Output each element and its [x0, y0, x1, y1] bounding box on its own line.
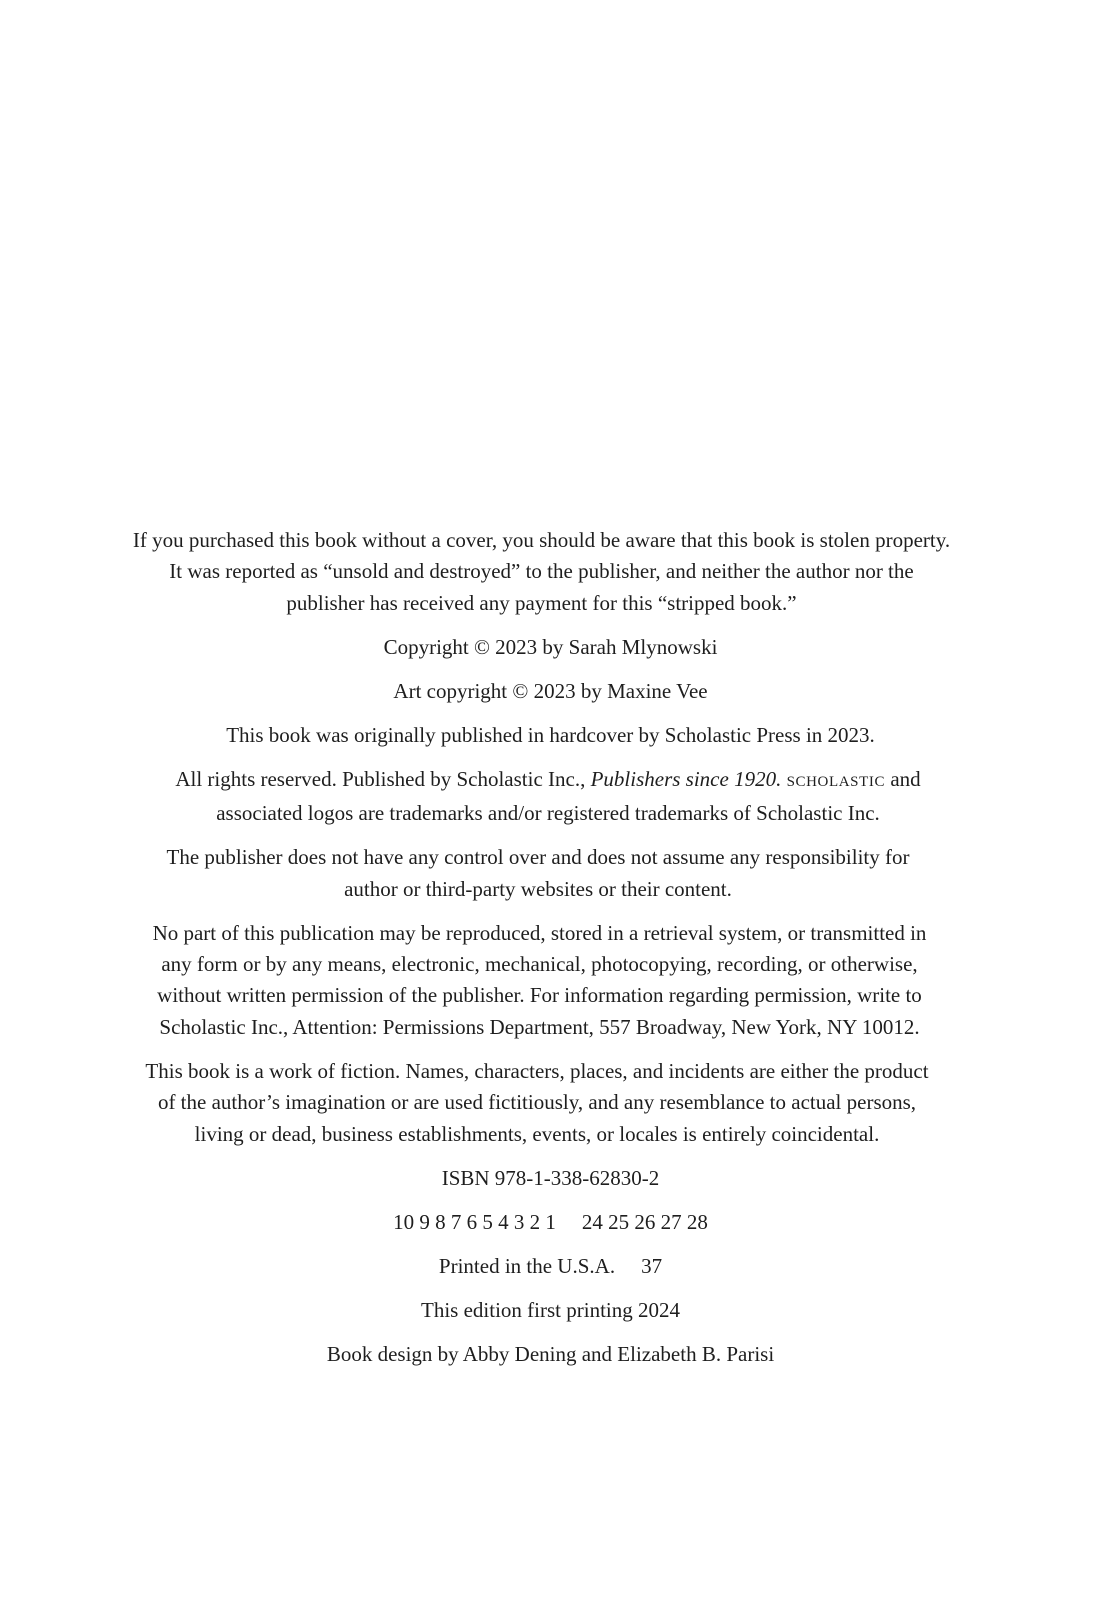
rights-text-part2: and associated logos are trademarks and/or registered trademarks of Scholastic Inc.	[216, 766, 921, 826]
publishers-since-text: Publishers since 1920.	[590, 766, 782, 791]
fiction-disclaimer: This book is a work of fiction. Names, characters, places, and incidents are either the product of the author’s imagination or are used fictitiously, and any resemblance to actual persons, living or dead, business establishments, events, or locales is entirely coincidental.	[145, 1058, 929, 1146]
isbn-line: ISBN 978-1-338-62830-2	[441, 1165, 660, 1190]
edition-line: This edition first printing 2024	[421, 1297, 680, 1322]
scholastic-trademark-text: SCHOLASTIC	[786, 773, 886, 790]
printed-in-code: 37	[641, 1253, 663, 1278]
stripped-book-notice: If you purchased this book without a cover, you should be aware that this book is stolen property. It was reported as “unsold and destroyed” to the publisher, and neither the author nor the publisher has received any payment for this “stripped book.”	[132, 528, 951, 615]
copyright-page	[0, 525, 1101, 1383]
printed-in-country: Printed in the U.S.A.	[438, 1253, 616, 1278]
printing-years: 24 25 26 27 28	[581, 1209, 708, 1234]
rights-reserved-paragraph	[0, 764, 1101, 830]
printing-numbers: 10 9 8 7 6 5 4 3 2 1	[393, 1209, 556, 1234]
copyright-line: Copyright © 2023 by Sarah Mlynowski	[383, 634, 718, 659]
original-publication-line: This book was originally published in hardcover by Scholastic Press in 2023.	[226, 722, 875, 747]
printing-line	[0, 1207, 1101, 1238]
book-design-credit: Book design by Abby Dening and Elizabeth B. Parisi	[326, 1341, 775, 1366]
publisher-disclaimer: The publisher does not have any control over and does not assume any responsibility for author or third-party websites or their content.	[166, 845, 910, 901]
art-copyright-line: Art copyright © 2023 by Maxine Vee	[393, 678, 708, 703]
printed-in-line	[0, 1251, 1101, 1282]
rights-text-part1: All rights reserved. Published by Scholastic Inc.,	[175, 766, 586, 791]
permissions-paragraph: No part of this publication may be reproduced, stored in a retrieval system, or transmitted in any form or by any means, electronic, mechanical, photocopying, recording, or otherwise, without written permission of the publisher. For information regarding permission, write to Scholastic Inc., Attention: Permissions Department, 557 Broadway, New York, NY 10012.	[152, 920, 927, 1039]
